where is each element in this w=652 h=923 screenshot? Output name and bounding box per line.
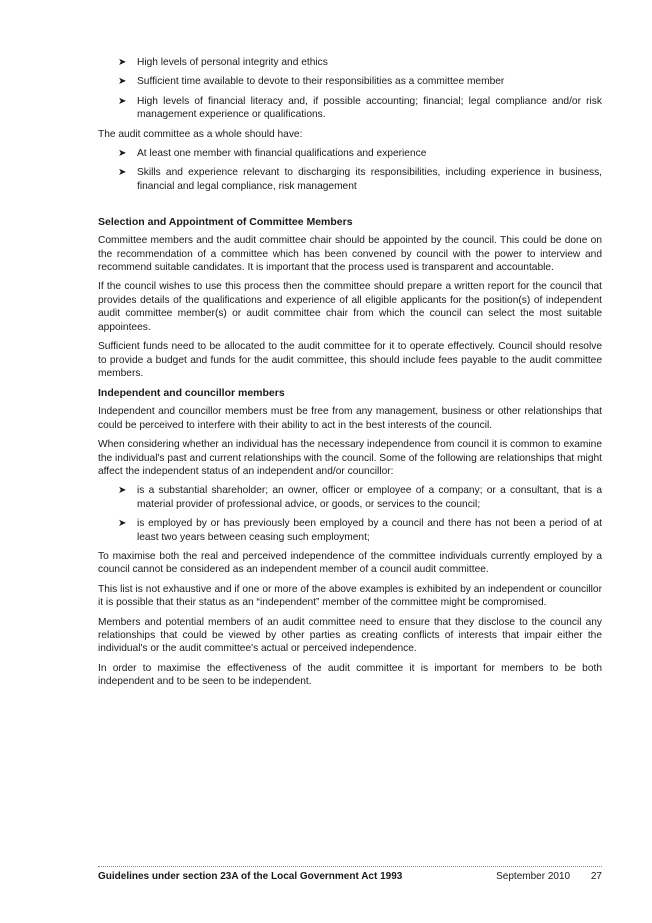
list-item-text: is a substantial shareholder; an owner, officer or employee of a company; or a consultant, that is a material provider of professional advice, or goods, or services to the council; bbox=[137, 485, 602, 510]
list-item bbox=[98, 75, 602, 88]
arrowhead-bullet-icon: ➤ bbox=[118, 76, 127, 88]
list-item-text: Skills and experience relevant to discharging its responsibilities, including experience in business, financial and legal compliance, risk management bbox=[137, 167, 602, 192]
paragraph: If the council wishes to use this process then the committee should prepare a written report for the council that provides details of the qualifications and experience of all eligible applicants for the position(s) of independent audit committee member(s) or audit committee chair from which the council can select the most suitable appointees. bbox=[98, 281, 602, 333]
section-heading-selection: Selection and Appointment of Committee Members bbox=[98, 216, 353, 229]
paragraph: Committee members and the audit committee chair should be appointed by the council. This could be done on the recommendation of a committee which has been convened by council with the power to interview and recommend suitable candidates. It is important that the process used is transparent and accountable. bbox=[98, 235, 602, 274]
list-item bbox=[98, 484, 602, 511]
list-item bbox=[98, 95, 602, 122]
page-footer bbox=[98, 866, 602, 883]
arrowhead-bullet-icon: ➤ bbox=[118, 148, 127, 160]
list-item-text: At least one member with financial qualifications and experience bbox=[137, 148, 427, 160]
list-item-text: Sufficient time available to devote to their responsibilities as a committee member bbox=[137, 76, 505, 88]
paragraph: Sufficient funds need to be allocated to the audit committee for it to operate effectively. Council should resolve to provide a budget and funds for the audit committee, this should include fees payable to the audit committee members. bbox=[98, 341, 602, 379]
paragraph: To maximise both the real and perceived independence of the committee individuals currently employed by a council cannot be considered as an independent member of a council audit committee. bbox=[98, 550, 602, 576]
committee-qualities-list bbox=[98, 147, 602, 193]
arrowhead-bullet-icon: ➤ bbox=[118, 167, 127, 179]
list-item-text: is employed by or has previously been employed by a council and there has not been a period of at least two years between ceasing such employment; bbox=[137, 518, 602, 543]
footer-title: Guidelines under section 23A of the Local Government Act 1993 bbox=[98, 871, 403, 882]
paragraph: Independent and councillor members must be free from any management, business or other relationships that could be perceived to interfere with their ability to act in the best interests of the council. bbox=[98, 406, 602, 431]
paragraph: When considering whether an individual has the necessary independence from council it is common to examine the individual's past and current relationships with the council. Some of the following are relationships that might affect the independent status of an independent and/or councillor: bbox=[98, 439, 602, 477]
personal-qualities-list bbox=[98, 56, 602, 122]
footer-right bbox=[496, 870, 602, 883]
paragraph: This list is not exhaustive and if one or more of the above examples is exhibited by an independent or councillor it is possible that their status as an “independent” member of the committee might be compromised. bbox=[98, 583, 602, 609]
arrowhead-bullet-icon: ➤ bbox=[118, 95, 127, 107]
list-item bbox=[98, 517, 602, 544]
list-item-text: High levels of financial literacy and, if possible accounting; financial; legal compliance and/or risk management experience or qualifications. bbox=[137, 95, 602, 121]
committee-intro: The audit committee as a whole should have: bbox=[98, 128, 303, 140]
arrowhead-bullet-icon: ➤ bbox=[118, 57, 127, 68]
page-content bbox=[98, 56, 602, 695]
section-heading-independent: Independent and councillor members bbox=[98, 387, 285, 400]
paragraph: Members and potential members of an audit committee need to ensure that they disclose to the council any relationships that could be viewed by other parties as creating conflicts of interests that impair either the individual's or the audit committee's actual or perceived independence. bbox=[98, 616, 602, 655]
footer-date: September 2010 bbox=[496, 871, 571, 882]
section-spacer bbox=[98, 199, 602, 215]
list-item bbox=[98, 166, 602, 193]
arrowhead-bullet-icon: ➤ bbox=[118, 485, 127, 497]
arrowhead-bullet-icon: ➤ bbox=[118, 518, 127, 530]
page-number: 27 bbox=[590, 871, 602, 882]
list-item bbox=[98, 147, 602, 160]
paragraph: In order to maximise the effectiveness of the audit committee it is important for members to be both independent and to be seen to be independent. bbox=[98, 662, 602, 688]
list-item bbox=[98, 56, 602, 69]
list-item-text: High levels of personal integrity and ethics bbox=[137, 57, 328, 68]
relationships-list bbox=[98, 484, 602, 544]
